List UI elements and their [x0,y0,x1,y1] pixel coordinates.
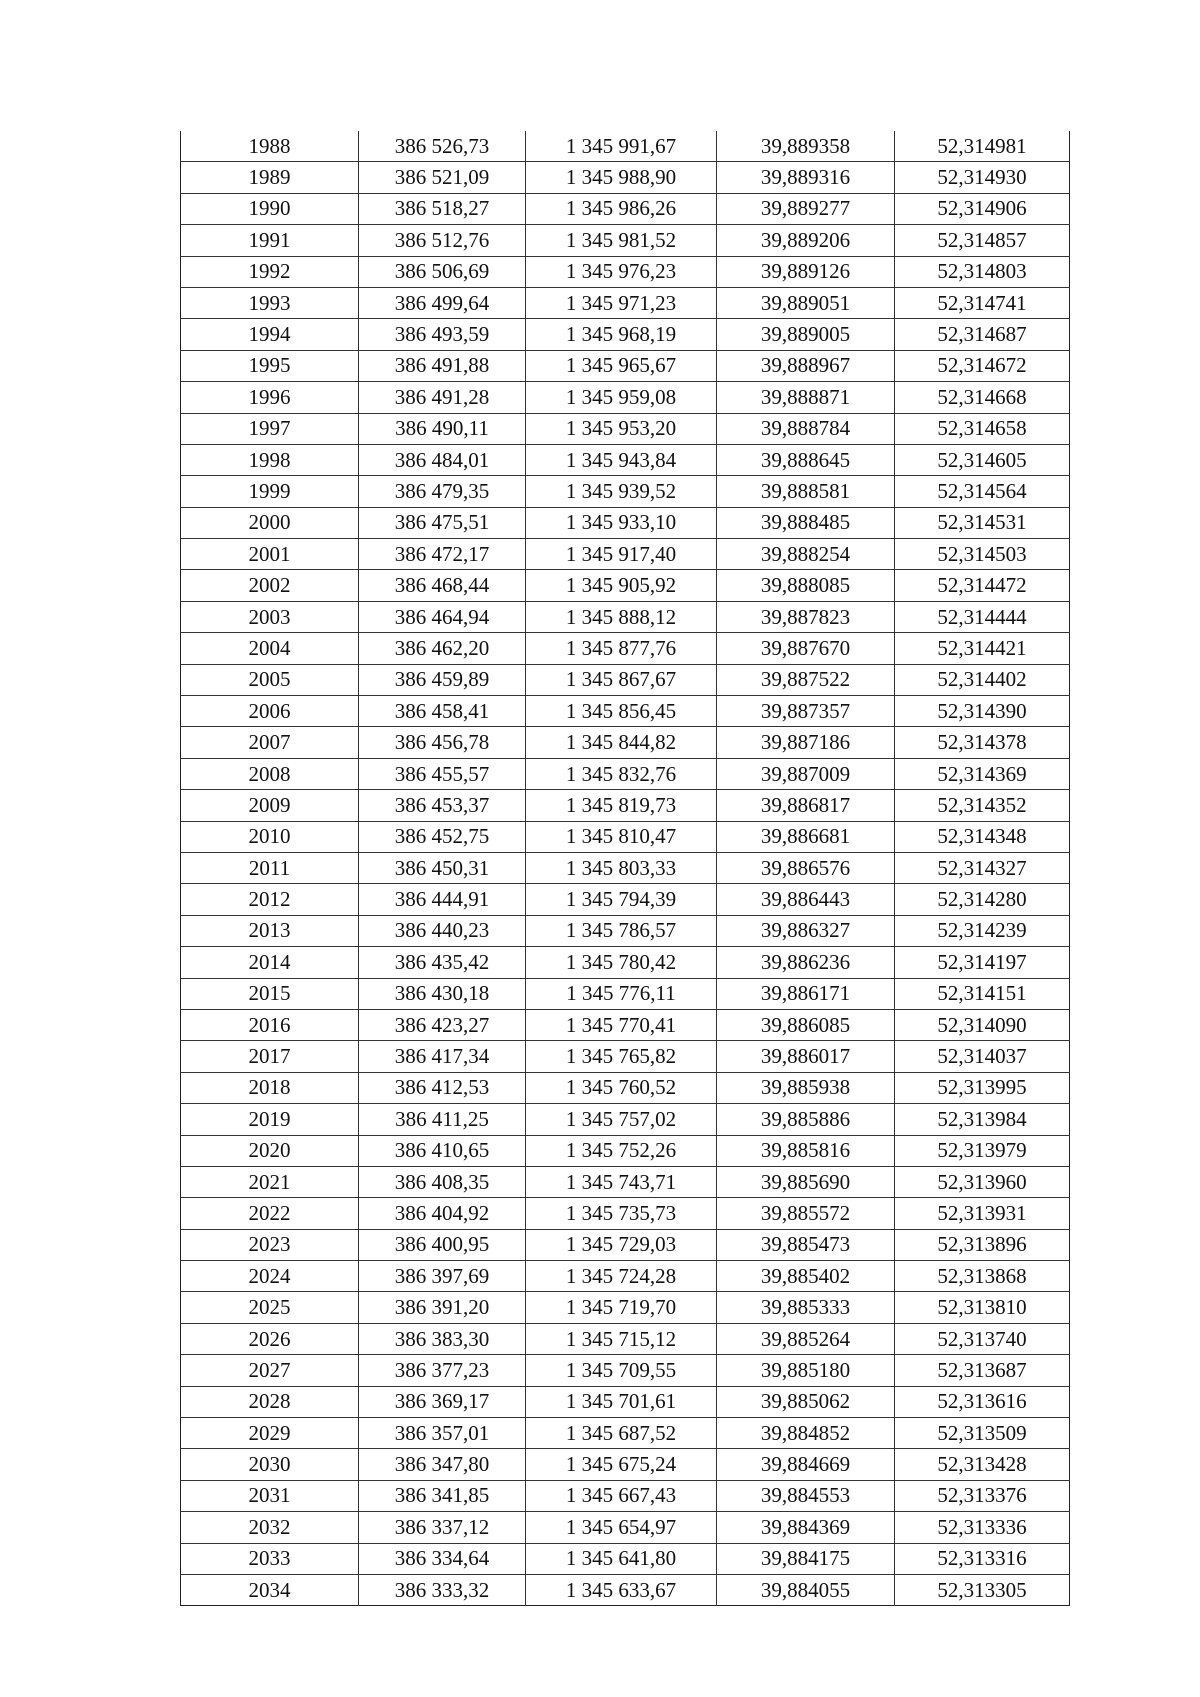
latitude-cell: 39,886017 [717,1041,895,1072]
x-coordinate-cell: 386 464,94 [359,601,526,632]
table-row [181,1072,1070,1103]
y-coordinate-cell: 1 345 953,20 [526,413,717,444]
y-coordinate-cell: 1 345 709,55 [526,1355,717,1386]
latitude-cell: 39,888581 [717,476,895,507]
y-coordinate-cell: 1 345 844,82 [526,727,717,758]
longitude-cell: 52,314327 [895,852,1070,883]
x-coordinate-cell: 386 400,95 [359,1229,526,1260]
x-coordinate-cell: 386 491,28 [359,382,526,413]
latitude-cell: 39,888645 [717,444,895,475]
longitude-cell: 52,314197 [895,947,1070,978]
x-coordinate-cell: 386 458,41 [359,696,526,727]
longitude-cell: 52,313984 [895,1104,1070,1135]
x-coordinate-cell: 386 411,25 [359,1104,526,1135]
x-coordinate-cell: 386 391,20 [359,1292,526,1323]
longitude-cell: 52,314564 [895,476,1070,507]
longitude-cell: 52,313896 [895,1229,1070,1260]
x-coordinate-cell: 386 491,88 [359,350,526,381]
latitude-cell: 39,886171 [717,978,895,1009]
x-coordinate-cell: 386 475,51 [359,507,526,538]
y-coordinate-cell: 1 345 776,11 [526,978,717,1009]
table-row [181,507,1070,538]
latitude-cell: 39,887009 [717,758,895,789]
table-row [181,1135,1070,1166]
x-coordinate-cell: 386 526,73 [359,131,526,162]
x-coordinate-cell: 386 453,37 [359,790,526,821]
table-row [181,915,1070,946]
y-coordinate-cell: 1 345 810,47 [526,821,717,852]
x-coordinate-cell: 386 452,75 [359,821,526,852]
year-cell: 1991 [181,225,359,256]
longitude-cell: 52,313509 [895,1418,1070,1449]
table-row [181,193,1070,224]
longitude-cell: 52,314378 [895,727,1070,758]
longitude-cell: 52,313810 [895,1292,1070,1323]
y-coordinate-cell: 1 345 988,90 [526,162,717,193]
longitude-cell: 52,313316 [895,1543,1070,1574]
table-row [181,821,1070,852]
year-cell: 2026 [181,1323,359,1354]
longitude-cell: 52,314803 [895,256,1070,287]
x-coordinate-cell: 386 377,23 [359,1355,526,1386]
longitude-cell: 52,313428 [895,1449,1070,1480]
x-coordinate-cell: 386 417,34 [359,1041,526,1072]
table-row [181,256,1070,287]
latitude-cell: 39,889277 [717,193,895,224]
y-coordinate-cell: 1 345 976,23 [526,256,717,287]
table-row [181,1166,1070,1197]
year-cell: 2029 [181,1418,359,1449]
longitude-cell: 52,314930 [895,162,1070,193]
table-row [181,444,1070,475]
year-cell: 2002 [181,570,359,601]
longitude-cell: 52,314472 [895,570,1070,601]
table-row [181,319,1070,350]
longitude-cell: 52,313616 [895,1386,1070,1417]
y-coordinate-cell: 1 345 641,80 [526,1543,717,1574]
x-coordinate-cell: 386 341,85 [359,1480,526,1511]
year-cell: 2003 [181,601,359,632]
x-coordinate-cell: 386 521,09 [359,162,526,193]
table-row [181,1386,1070,1417]
longitude-cell: 52,314981 [895,131,1070,162]
year-cell: 1995 [181,350,359,381]
y-coordinate-cell: 1 345 991,67 [526,131,717,162]
x-coordinate-cell: 386 334,64 [359,1543,526,1574]
year-cell: 2028 [181,1386,359,1417]
table-row [181,790,1070,821]
table-row [181,633,1070,664]
longitude-cell: 52,314906 [895,193,1070,224]
table-row [181,225,1070,256]
x-coordinate-cell: 386 357,01 [359,1418,526,1449]
table-row [181,758,1070,789]
table-row [181,131,1070,162]
latitude-cell: 39,885333 [717,1292,895,1323]
table-row [181,1261,1070,1292]
x-coordinate-cell: 386 490,11 [359,413,526,444]
latitude-cell: 39,885264 [717,1323,895,1354]
table-body [181,131,1070,1606]
x-coordinate-cell: 386 506,69 [359,256,526,287]
x-coordinate-cell: 386 423,27 [359,1009,526,1040]
latitude-cell: 39,888871 [717,382,895,413]
longitude-cell: 52,313687 [895,1355,1070,1386]
y-coordinate-cell: 1 345 729,03 [526,1229,717,1260]
y-coordinate-cell: 1 345 933,10 [526,507,717,538]
year-cell: 1988 [248,133,291,158]
table-row [181,1229,1070,1260]
longitude-cell: 52,314352 [895,790,1070,821]
latitude-cell: 39,887670 [717,633,895,664]
y-coordinate-cell: 1 345 968,19 [526,319,717,350]
longitude-cell: 52,314503 [895,539,1070,570]
year-cell: 1992 [181,256,359,287]
table-row [181,1574,1070,1605]
latitude-cell: 39,886327 [717,915,895,946]
y-coordinate-cell: 1 345 867,67 [526,664,717,695]
latitude-cell: 39,889206 [717,225,895,256]
y-coordinate-cell: 1 345 757,02 [526,1104,717,1135]
y-coordinate-cell: 1 345 687,52 [526,1418,717,1449]
longitude-cell: 52,314348 [895,821,1070,852]
latitude-cell: 39,886681 [717,821,895,852]
longitude-cell: 52,314037 [895,1041,1070,1072]
year-cell: 1990 [181,193,359,224]
year-cell: 2001 [181,539,359,570]
longitude-cell: 52,314090 [895,1009,1070,1040]
year-cell: 2025 [181,1292,359,1323]
table-row [181,162,1070,193]
x-coordinate-cell: 386 444,91 [359,884,526,915]
latitude-cell: 39,889358 [717,131,895,162]
year-cell: 2004 [181,633,359,664]
table-row [181,1292,1070,1323]
longitude-cell: 52,314369 [895,758,1070,789]
year-cell: 2034 [181,1574,359,1605]
y-coordinate-cell: 1 345 701,61 [526,1386,717,1417]
longitude-cell: 52,313305 [895,1574,1070,1605]
latitude-cell: 39,888254 [717,539,895,570]
longitude-cell: 52,313376 [895,1480,1070,1511]
x-coordinate-cell: 386 518,27 [359,193,526,224]
table-row [181,382,1070,413]
year-cell: 2006 [181,696,359,727]
year-cell: 2020 [181,1135,359,1166]
longitude-cell: 52,314672 [895,350,1070,381]
year-cell: 2012 [181,884,359,915]
x-coordinate-cell: 386 412,53 [359,1072,526,1103]
longitude-cell: 52,314402 [895,664,1070,695]
table-row [181,1543,1070,1574]
year-cell: 1998 [181,444,359,475]
latitude-cell: 39,885473 [717,1229,895,1260]
x-coordinate-cell: 386 430,18 [359,978,526,1009]
y-coordinate-cell: 1 345 856,45 [526,696,717,727]
y-coordinate-cell: 1 345 888,12 [526,601,717,632]
year-cell: 2011 [181,852,359,883]
table-row [181,539,1070,570]
x-coordinate-cell: 386 456,78 [359,727,526,758]
year-cell: 1996 [181,382,359,413]
latitude-cell: 39,889126 [717,256,895,287]
y-coordinate-cell: 1 345 981,52 [526,225,717,256]
table-row [181,1480,1070,1511]
longitude-cell: 52,314390 [895,696,1070,727]
longitude-cell: 52,314151 [895,978,1070,1009]
y-coordinate-cell: 1 345 819,73 [526,790,717,821]
y-coordinate-cell: 1 345 765,82 [526,1041,717,1072]
year-cell: 2024 [181,1261,359,1292]
longitude-cell: 52,313868 [895,1261,1070,1292]
table-row [181,1104,1070,1135]
table-row [181,1323,1070,1354]
latitude-cell: 39,887186 [717,727,895,758]
year-cell: 1999 [181,476,359,507]
table-row [181,1009,1070,1040]
year-cell: 2000 [181,507,359,538]
y-coordinate-cell: 1 345 786,57 [526,915,717,946]
y-coordinate-cell: 1 345 780,42 [526,947,717,978]
latitude-cell: 39,886817 [717,790,895,821]
table-row [181,1198,1070,1229]
x-coordinate-cell: 386 333,32 [359,1574,526,1605]
latitude-cell: 39,884553 [717,1480,895,1511]
longitude-cell: 52,313960 [895,1166,1070,1197]
year-cell: 2013 [181,915,359,946]
latitude-cell: 39,887357 [717,696,895,727]
y-coordinate-cell: 1 345 959,08 [526,382,717,413]
latitude-cell: 39,889051 [717,287,895,318]
y-coordinate-cell: 1 345 654,97 [526,1512,717,1543]
longitude-cell: 52,313931 [895,1198,1070,1229]
latitude-cell: 39,885938 [717,1072,895,1103]
latitude-cell: 39,884369 [717,1512,895,1543]
latitude-cell: 39,888967 [717,350,895,381]
longitude-cell: 52,314687 [895,319,1070,350]
year-cell: 2027 [181,1355,359,1386]
x-coordinate-cell: 386 337,12 [359,1512,526,1543]
year-cell: 2014 [181,947,359,978]
latitude-cell: 39,885816 [717,1135,895,1166]
year-cell: 2021 [181,1166,359,1197]
year-cell: 2018 [181,1072,359,1103]
latitude-cell: 39,888784 [717,413,895,444]
year-cell: 2010 [181,821,359,852]
table-row [181,413,1070,444]
year-cell: 2005 [181,664,359,695]
latitude-cell: 39,885690 [717,1166,895,1197]
table-row [181,978,1070,1009]
y-coordinate-cell: 1 345 877,76 [526,633,717,664]
latitude-cell: 39,886443 [717,884,895,915]
y-coordinate-cell: 1 345 752,26 [526,1135,717,1166]
longitude-cell: 52,314668 [895,382,1070,413]
y-coordinate-cell: 1 345 770,41 [526,1009,717,1040]
x-coordinate-cell: 386 493,59 [359,319,526,350]
y-coordinate-cell: 1 345 965,67 [526,350,717,381]
year-cell: 2019 [181,1104,359,1135]
x-coordinate-cell: 386 484,01 [359,444,526,475]
year-cell: 2022 [181,1198,359,1229]
table-row [181,696,1070,727]
longitude-cell: 52,314741 [895,287,1070,318]
table-row [181,727,1070,758]
latitude-cell: 39,886085 [717,1009,895,1040]
table-row [181,350,1070,381]
table-row [181,852,1070,883]
latitude-cell: 39,884055 [717,1574,895,1605]
table-row [181,1512,1070,1543]
longitude-cell: 52,313740 [895,1323,1070,1354]
x-coordinate-cell: 386 499,64 [359,287,526,318]
x-coordinate-cell: 386 383,30 [359,1323,526,1354]
table-row [181,947,1070,978]
x-coordinate-cell: 386 440,23 [359,915,526,946]
table-row [181,1355,1070,1386]
y-coordinate-cell: 1 345 667,43 [526,1480,717,1511]
y-coordinate-cell: 1 345 803,33 [526,852,717,883]
x-coordinate-cell: 386 408,35 [359,1166,526,1197]
x-coordinate-cell: 386 450,31 [359,852,526,883]
year-cell: 1989 [181,162,359,193]
y-coordinate-cell: 1 345 715,12 [526,1323,717,1354]
x-coordinate-cell: 386 479,35 [359,476,526,507]
x-coordinate-cell: 386 397,69 [359,1261,526,1292]
table-row [181,1418,1070,1449]
longitude-cell: 52,314605 [895,444,1070,475]
x-coordinate-cell: 386 369,17 [359,1386,526,1417]
longitude-cell: 52,313336 [895,1512,1070,1543]
x-coordinate-cell: 386 435,42 [359,947,526,978]
year-cell: 2017 [181,1041,359,1072]
year-cell: 2032 [181,1512,359,1543]
latitude-cell: 39,884852 [717,1418,895,1449]
table-row [181,476,1070,507]
y-coordinate-cell: 1 345 971,23 [526,287,717,318]
latitude-cell: 39,884175 [717,1543,895,1574]
latitude-cell: 39,885062 [717,1386,895,1417]
latitude-cell: 39,884669 [717,1449,895,1480]
y-coordinate-cell: 1 345 760,52 [526,1072,717,1103]
y-coordinate-cell: 1 345 905,92 [526,570,717,601]
year-cell: 1994 [181,319,359,350]
year-cell: 1997 [181,413,359,444]
x-coordinate-cell: 386 410,65 [359,1135,526,1166]
y-coordinate-cell: 1 345 917,40 [526,539,717,570]
year-cell: 2023 [181,1229,359,1260]
y-coordinate-cell: 1 345 832,76 [526,758,717,789]
x-coordinate-cell: 386 472,17 [359,539,526,570]
y-coordinate-cell: 1 345 633,67 [526,1574,717,1605]
x-coordinate-cell: 386 455,57 [359,758,526,789]
year-cell: 2030 [181,1449,359,1480]
x-coordinate-cell: 386 462,20 [359,633,526,664]
latitude-cell: 39,887522 [717,664,895,695]
y-coordinate-cell: 1 345 735,73 [526,1198,717,1229]
y-coordinate-cell: 1 345 794,39 [526,884,717,915]
latitude-cell: 39,889316 [717,162,895,193]
table-row [181,601,1070,632]
table-row [181,570,1070,601]
longitude-cell: 52,314857 [895,225,1070,256]
table-row [181,884,1070,915]
year-cell: 2008 [181,758,359,789]
longitude-cell: 52,313995 [895,1072,1070,1103]
latitude-cell: 39,888485 [717,507,895,538]
x-coordinate-cell: 386 459,89 [359,664,526,695]
year-cell: 2009 [181,790,359,821]
longitude-cell: 52,314531 [895,507,1070,538]
year-cell: 2016 [181,1009,359,1040]
latitude-cell: 39,886236 [717,947,895,978]
longitude-cell: 52,314444 [895,601,1070,632]
y-coordinate-cell: 1 345 943,84 [526,444,717,475]
y-coordinate-cell: 1 345 986,26 [526,193,717,224]
year-cell: 1993 [181,287,359,318]
y-coordinate-cell: 1 345 675,24 [526,1449,717,1480]
y-coordinate-cell: 1 345 743,71 [526,1166,717,1197]
table-row [181,287,1070,318]
table-row [181,1041,1070,1072]
y-coordinate-cell: 1 345 939,52 [526,476,717,507]
year-cell: 2015 [181,978,359,1009]
y-coordinate-cell: 1 345 724,28 [526,1261,717,1292]
table-row [181,664,1070,695]
y-coordinate-cell: 1 345 719,70 [526,1292,717,1323]
x-coordinate-cell: 386 512,76 [359,225,526,256]
longitude-cell: 52,314421 [895,633,1070,664]
year-cell: 2007 [181,727,359,758]
latitude-cell: 39,885886 [717,1104,895,1135]
year-cell: 2033 [181,1543,359,1574]
longitude-cell: 52,314658 [895,413,1070,444]
latitude-cell: 39,888085 [717,570,895,601]
table-row [181,1449,1070,1480]
coordinates-table [180,131,1070,1606]
latitude-cell: 39,889005 [717,319,895,350]
latitude-cell: 39,885402 [717,1261,895,1292]
latitude-cell: 39,885180 [717,1355,895,1386]
latitude-cell: 39,886576 [717,852,895,883]
longitude-cell: 52,313979 [895,1135,1070,1166]
latitude-cell: 39,887823 [717,601,895,632]
year-cell: 2031 [181,1480,359,1511]
x-coordinate-cell: 386 404,92 [359,1198,526,1229]
x-coordinate-cell: 386 347,80 [359,1449,526,1480]
x-coordinate-cell: 386 468,44 [359,570,526,601]
latitude-cell: 39,885572 [717,1198,895,1229]
longitude-cell: 52,314239 [895,915,1070,946]
longitude-cell: 52,314280 [895,884,1070,915]
